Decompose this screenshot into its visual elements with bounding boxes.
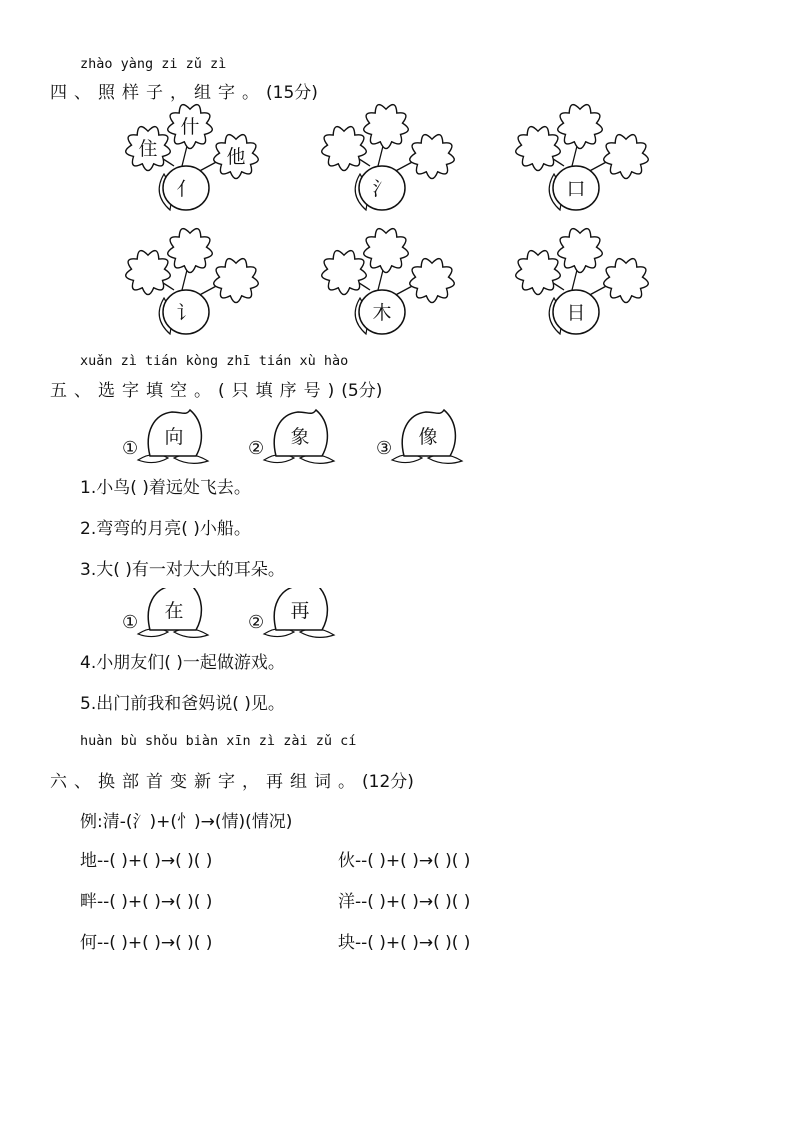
flower-bubble xyxy=(558,105,603,149)
radical-tree xyxy=(126,105,259,210)
flower-bubble xyxy=(214,259,259,303)
radical-tree xyxy=(322,229,455,334)
option-char: 再 xyxy=(290,600,310,622)
radical-char: 口 xyxy=(566,178,586,200)
question-1: 1.小鸟( )着远处飞去。 xyxy=(80,478,251,498)
flower-bubble xyxy=(516,251,561,295)
flower-bubble xyxy=(558,229,603,273)
section5-score: (5分) xyxy=(341,381,383,401)
radical-tree xyxy=(322,105,455,210)
section5-heading-text: 五、选字填空。(只填序号) xyxy=(50,381,342,401)
rebuild-row-2-right: 洋--( )+( )→( )( ) xyxy=(338,892,471,912)
flower-char: 住 xyxy=(138,138,158,160)
section6-score: (12分) xyxy=(362,772,414,792)
rebuild-row-1-right: 伙--( )+( )→( )( ) xyxy=(338,851,471,871)
option-char: 向 xyxy=(164,426,184,448)
option-char: 象 xyxy=(290,426,310,448)
flower-bubble xyxy=(322,127,367,171)
peach-option xyxy=(248,588,334,637)
option-number: ① xyxy=(122,438,139,459)
radical-tree xyxy=(516,229,649,334)
rebuild-row-3-right: 块--( )+( )→( )( ) xyxy=(338,933,471,953)
section5-heading xyxy=(50,376,382,401)
section6-example: 例:清-(氵)+(忄)→(情)(情况) xyxy=(80,812,293,832)
rebuild-row-2-left: 畔--( )+( )→( )( ) xyxy=(80,892,213,912)
radical-tree xyxy=(126,229,259,334)
peach-option xyxy=(376,410,462,463)
peach-options-1 xyxy=(0,400,794,470)
question-5: 5.出门前我和爸妈说( )见。 xyxy=(80,694,285,714)
flower-bubble xyxy=(516,127,561,171)
option-number: ③ xyxy=(376,438,393,459)
section6-pinyin: huàn bù shǒu biàn xīn zì zài zǔ cí xyxy=(80,733,357,749)
option-number: ② xyxy=(248,438,265,459)
section4-score: (15分) xyxy=(266,83,318,103)
flower-char: 他 xyxy=(226,146,246,168)
option-number: ② xyxy=(248,612,265,633)
question-2: 2.弯弯的月亮( )小船。 xyxy=(80,519,251,539)
section6-heading xyxy=(50,767,414,792)
peach-option xyxy=(248,410,334,463)
radical-char: 讠 xyxy=(176,302,196,324)
flower-char: 什 xyxy=(180,116,200,138)
question-3: 3.大( )有一对大大的耳朵。 xyxy=(80,560,285,580)
flower-bubble xyxy=(322,251,367,295)
radical-trees xyxy=(0,100,794,345)
flower-bubble xyxy=(604,259,649,303)
radical-char: 日 xyxy=(566,302,586,324)
radical-char: 氵 xyxy=(372,178,392,200)
section6-heading-text: 六、换部首变新字，再组词。 xyxy=(50,772,362,792)
flower-bubble xyxy=(410,135,455,179)
flower-bubble xyxy=(364,229,409,273)
radical-tree xyxy=(516,105,649,210)
flower-bubble xyxy=(168,229,213,273)
radical-char: 亻 xyxy=(176,178,196,200)
flower-bubble xyxy=(604,135,649,179)
option-char: 在 xyxy=(164,600,184,622)
question-4: 4.小朋友们( )一起做游戏。 xyxy=(80,653,285,673)
section4-pinyin: zhào yàng zi zǔ zì xyxy=(80,56,227,72)
section5-pinyin: xuǎn zì tián kòng zhī tián xù hào xyxy=(80,353,349,369)
flower-bubble xyxy=(410,259,455,303)
rebuild-row-3-left: 何--( )+( )→( )( ) xyxy=(80,933,213,953)
peach-option xyxy=(122,588,208,637)
option-number: ① xyxy=(122,612,139,633)
peach-option xyxy=(122,410,208,463)
option-char: 像 xyxy=(418,426,438,448)
rebuild-row-1-left: 地--( )+( )→( )( ) xyxy=(80,851,213,871)
peach-options-2 xyxy=(0,588,794,643)
flower-bubble xyxy=(126,251,171,295)
section4-heading-text: 四、照样子，组字。 xyxy=(50,83,266,103)
flower-bubble xyxy=(364,105,409,149)
radical-char: 木 xyxy=(372,302,392,324)
